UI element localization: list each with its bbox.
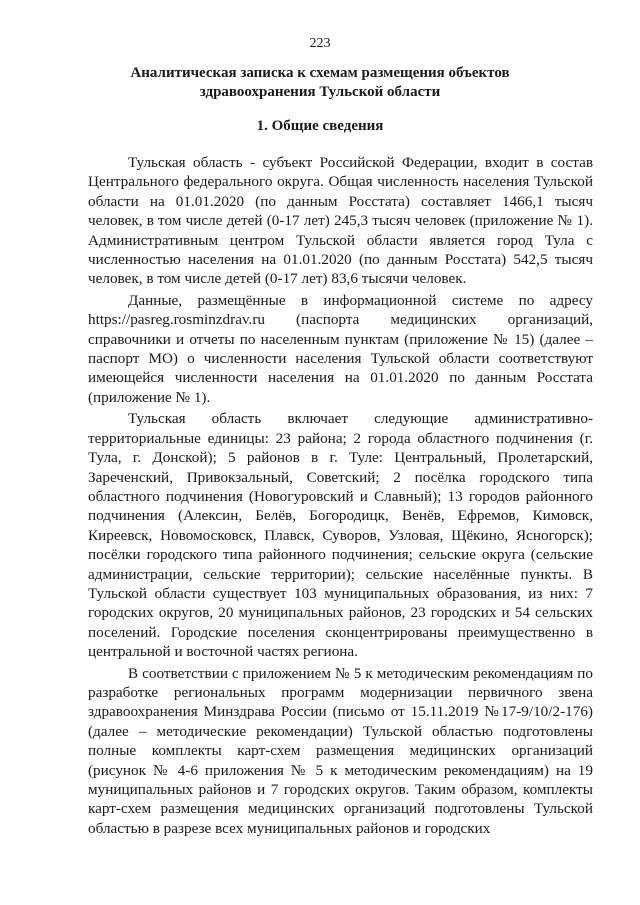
paragraph-administrative-units: Тульская область включает следующие административно-территориальные единицы: 23 района; 2 города областного подчинения (г. Тула, г. Донской); 5 районов в г. Туле: Центральный, Пролетарский, Зареченский, Привокзальный, Советский; 2 посёлка городского типа областного подчинения (Новогуровский и Славный); 13 городов районного подчинения (Алексин, Белёв, Богородицк, Венёв, Ефремов, Кимовск, Киреевск, Новомосковск, Плавск, Суворов, Узловая, Щёкино, Ясногорск); посёлки городского типа районного подчинения; сельские округа (сельские администрации, сельские территории); сельские населённые пункты. В Тульской области существует 103 муниципальных образования, из них: 7 городских округов, 20 муниципальных районов, 23 городских и 54 сельских поселений. Городские поселения сконцентрированы преимущественно в центральной и восточной частях региона. xyxy=(88,410,593,661)
section-heading: 1. Общие сведения xyxy=(256,118,384,134)
paragraph-passport-data: Данные, размещённые в информационной системе по адресу https://pasreg.rosminzdrav.ru (паспорта медицинских организаций, справочники и отчеты по населенным пунктам (приложение № 15) (далее – паспорт МО) о численности населения Тульской области соответствуют имеющейся численности населения на 01.01.2020 по данным Росстата (приложение № 1). xyxy=(88,291,593,406)
page-number: 223 xyxy=(309,36,331,51)
document-title: Аналитическая записка к схемам размещения объектов здравоохранения Тульской области xyxy=(130,65,510,100)
paragraph-methodological-recommendations: В соответствии с приложением № 5 к методическим рекомендациям по разработке региональных программ модернизации первичного звена здравоохранения Минздрава России (письмо от 15.11.2019 №17-9/10/2-176) (далее – методические рекомендации) Тульской областью подготовлены полные комплекты карт-схем размещения медицинских организаций (рисунок № 4-6 приложения № 5 к методическим рекомендациям) на 19 муниципальных районов и 7 городских округов. Таким образом, комплекты карт-схем размещения медицинских организаций подготовлены Тульской областью в разрезе всех муниципальных районов и городских xyxy=(88,664,593,837)
paragraph-population: Тульская область - субъект Российской Федерации, входит в состав Центрального федерального округа. Общая численность населения Тульской области на 01.01.2020 (по данным Росстата) составляет 1466,1 тысяч человек, в том числе детей (0-17 лет) 245,3 тысяч человек (приложение № 1). Административным центром Тульской области является город Тула с численностью населения на 01.01.2020 (по данным Росстата) 542,5 тысяч человек, в том числе детей (0-17 лет) 83,6 тысячи человек. xyxy=(88,154,593,288)
body-text xyxy=(88,153,593,838)
